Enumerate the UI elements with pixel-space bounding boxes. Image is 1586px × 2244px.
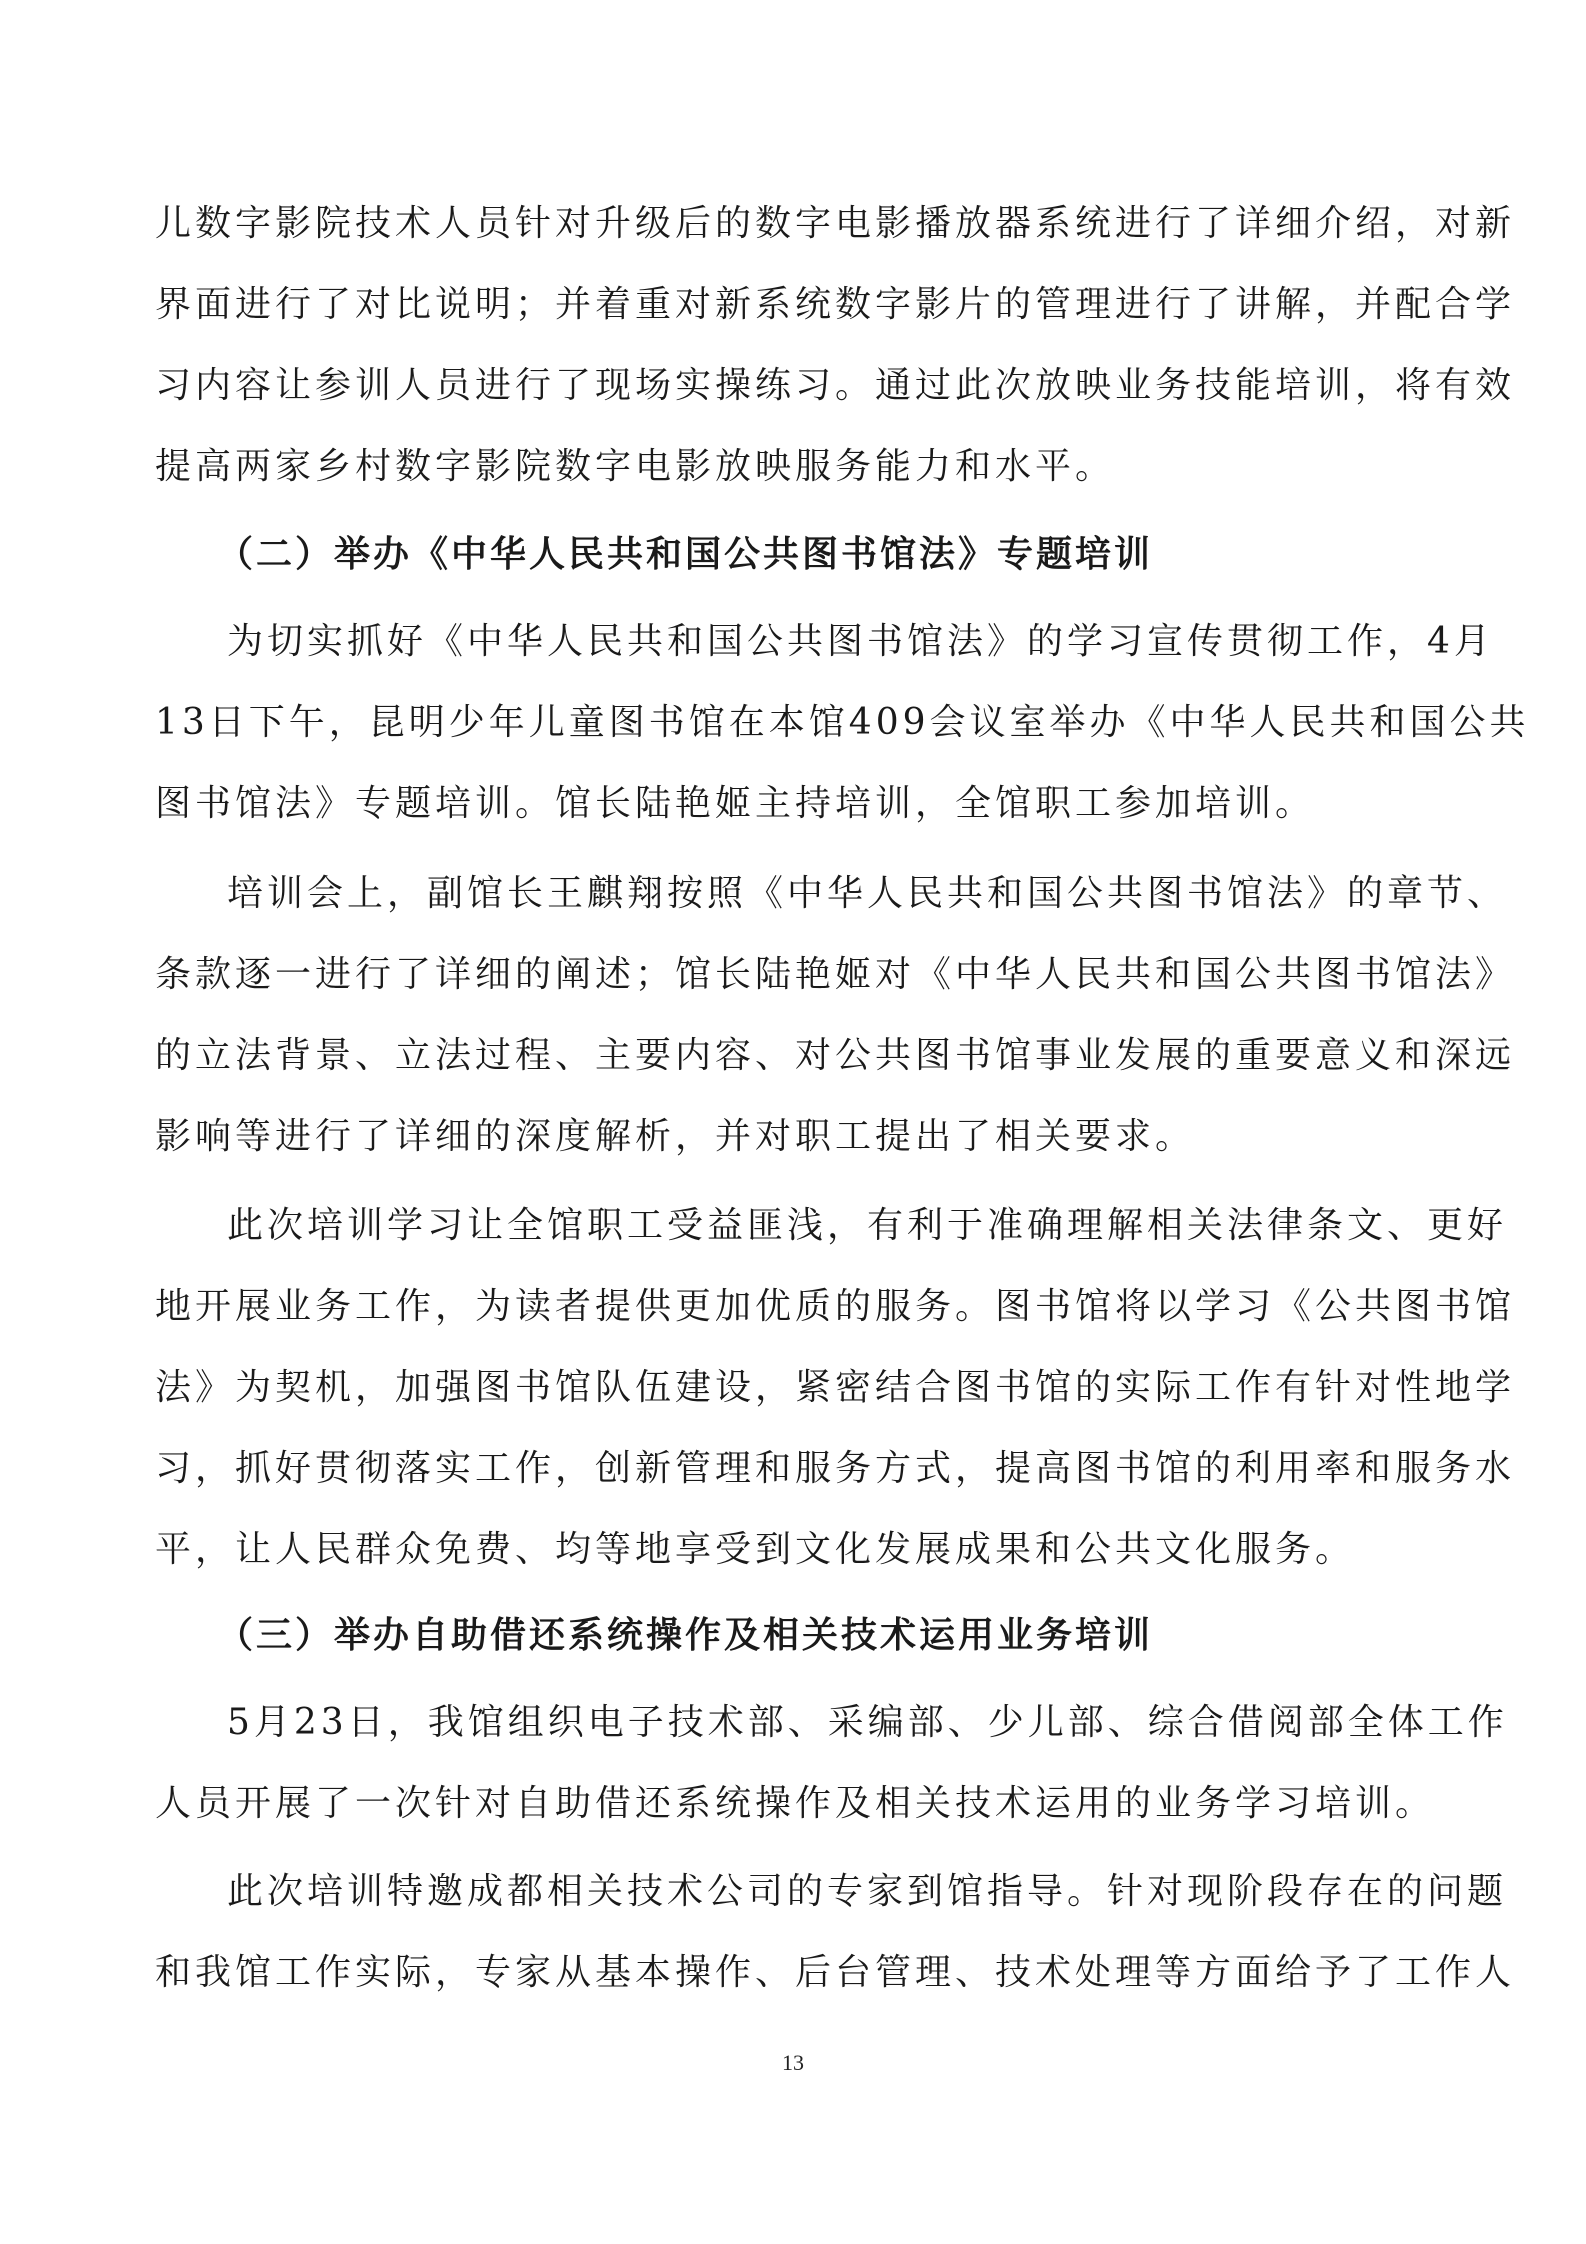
text-line: 的立法背景、立法过程、主要内容、对公共图书馆事业发展的重要意义和深远 — [155, 1035, 1516, 1076]
text-line: 界面进行了对比说明；并着重对新系统数字影片的管理进行了讲解，并配合学 — [155, 284, 1516, 325]
text-line: 5月23日，我馆组织电子技术部、采编部、少儿部、综合借阅部全体工作 — [227, 1702, 1508, 1743]
text-line: 和我馆工作实际，专家从基本操作、后台管理、技术处理等方面给予了工作人 — [155, 1952, 1516, 1993]
text-line: 地开展业务工作，为读者提供更加优质的服务。图书馆将以学习《公共图书馆 — [155, 1286, 1516, 1327]
text-line: 习，抓好贯彻落实工作，创新管理和服务方式，提高图书馆的利用率和服务水 — [155, 1448, 1516, 1489]
text-line: 13日下午，昆明少年儿童图书馆在本馆409会议室举办《中华人民共和国公共 — [155, 702, 1530, 743]
text-line: 平，让人民群众免费、均等地享受到文化发展成果和公共文化服务。 — [155, 1529, 1356, 1570]
section-heading: （二）举办《中华人民共和国公共图书馆法》专题培训 — [217, 534, 1154, 575]
text-line: 此次培训特邀成都相关技术公司的专家到馆指导。针对现阶段存在的问题 — [227, 1871, 1508, 1912]
text-line: 影响等进行了详细的深度解析，并对职工提出了相关要求。 — [155, 1116, 1196, 1157]
text-line: 儿数字影院技术人员针对升级后的数字电影播放器系统进行了详细介绍，对新 — [155, 203, 1516, 244]
page-number: 13 — [782, 2050, 804, 2075]
text-line: 提高两家乡村数字影院数字电影放映服务能力和水平。 — [155, 446, 1116, 487]
text-line: 人员开展了一次针对自助借还系统操作及相关技术运用的业务学习培训。 — [155, 1783, 1436, 1824]
section-heading: （三）举办自助借还系统操作及相关技术运用业务培训 — [217, 1615, 1154, 1656]
text-line: 习内容让参训人员进行了现场实操练习。通过此次放映业务技能培训，将有效 — [155, 365, 1516, 406]
text-line: 培训会上，副馆长王麒翔按照《中华人民共和国公共图书馆法》的章节、 — [227, 873, 1508, 914]
text-line: 图书馆法》专题培训。馆长陆艳姬主持培训，全馆职工参加培训。 — [155, 783, 1316, 824]
text-line: 法》为契机，加强图书馆队伍建设，紧密结合图书馆的实际工作有针对性地学 — [155, 1367, 1516, 1408]
text-line: 条款逐一进行了详细的阐述；馆长陆艳姬对《中华人民共和国公共图书馆法》 — [155, 954, 1516, 995]
text-line: 此次培训学习让全馆职工受益匪浅，有利于准确理解相关法律条文、更好 — [227, 1205, 1508, 1246]
text-line: 为切实抓好《中华人民共和国公共图书馆法》的学习宣传贯彻工作，4月 — [227, 621, 1494, 662]
